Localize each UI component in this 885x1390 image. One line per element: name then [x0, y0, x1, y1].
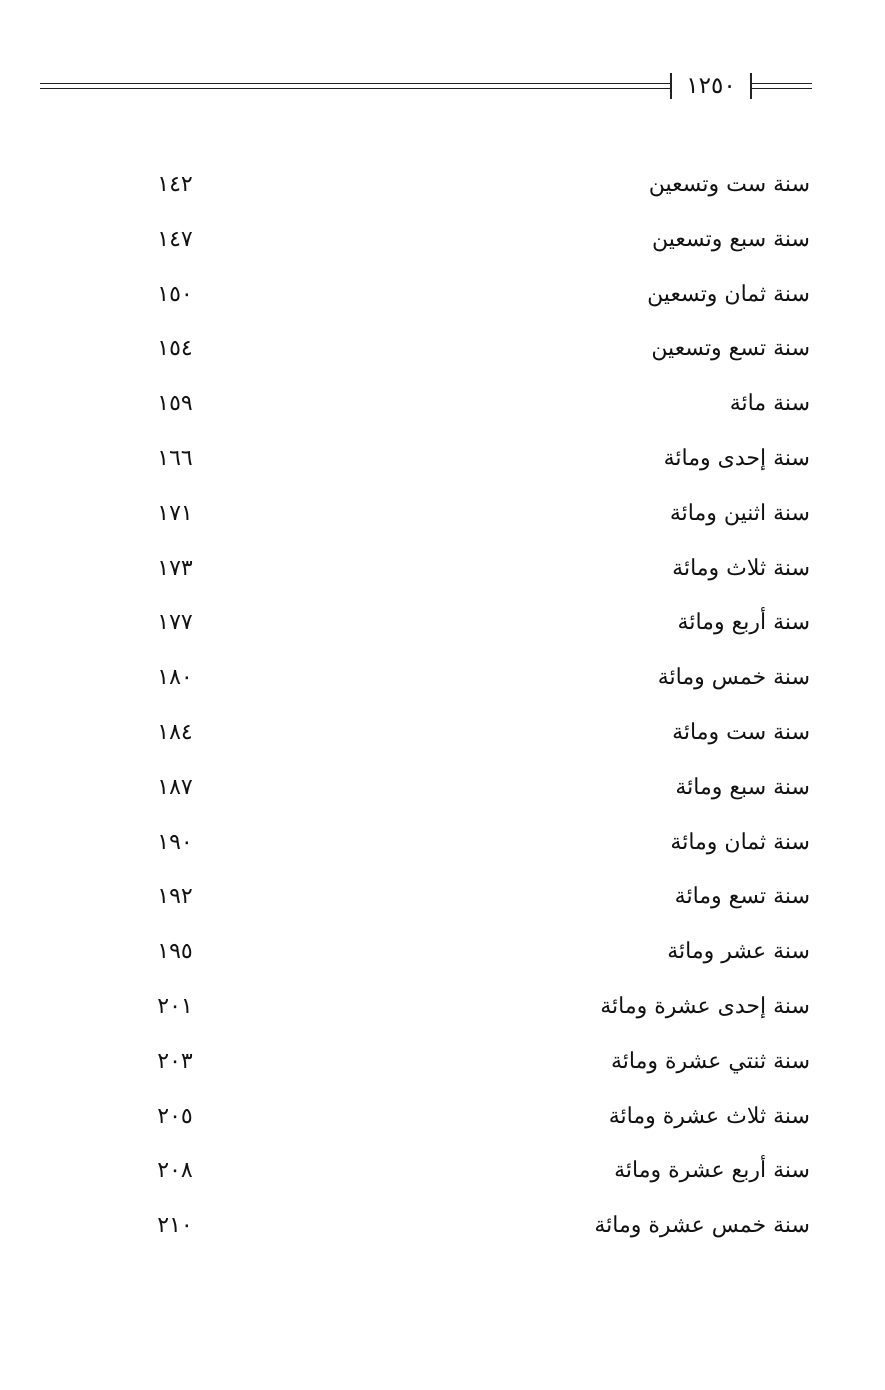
page-number: ١٢٥٠: [686, 73, 736, 99]
toc-entry-page: ٢٠٣: [157, 1048, 193, 1074]
toc-entry-title: سنة تسع وتسعين: [651, 336, 810, 362]
toc-row: [140, 549, 810, 604]
toc-entry-page: ١٨٠: [157, 665, 193, 691]
toc-entry-page: ١٥٠: [157, 281, 193, 307]
toc-entry-title: سنة ثلاث عشرة ومائة: [608, 1103, 810, 1129]
toc-entry-title: سنة سبع ومائة: [675, 774, 810, 800]
toc-entry-title: سنة ست وتسعين: [648, 172, 810, 197]
toc-entry-title: سنة خمس ومائة: [657, 665, 810, 691]
toc-entry-page: ١٧٣: [157, 555, 193, 581]
toc-row: [140, 1042, 810, 1097]
toc-entry-title: سنة اثنين ومائة: [669, 500, 810, 526]
toc-entry-title: سنة أربع عشرة ومائة: [614, 1158, 810, 1184]
toc-row: [140, 275, 810, 330]
toc-row: [140, 220, 810, 275]
table-of-contents: [140, 165, 810, 1261]
toc-entry-title: سنة ثمان ومائة: [670, 829, 810, 855]
toc-entry-page: ١٤٧: [157, 226, 193, 252]
toc-row: [140, 823, 810, 878]
toc-entry-page: ١٩٥: [157, 939, 193, 965]
toc-row: [140, 987, 810, 1042]
toc-row: [140, 494, 810, 549]
toc-entry-page: ١٦٦: [157, 445, 193, 471]
toc-entry-title: سنة ست ومائة: [672, 719, 810, 745]
toc-row: [140, 165, 810, 220]
toc-entry-title: سنة مائة: [729, 391, 810, 417]
toc-entry-page: ١٧١: [157, 500, 193, 526]
header-rule-short: [752, 83, 812, 89]
toc-entry-page: ١٥٩: [157, 391, 193, 417]
toc-entry-page: ١٥٤: [157, 336, 193, 362]
toc-entry-page: ١٩٠: [157, 829, 193, 855]
toc-entry-title: سنة إحدى عشرة ومائة: [600, 993, 810, 1019]
toc-row: [140, 932, 810, 987]
toc-entry-page: ١٧٧: [157, 610, 193, 636]
toc-entry-page: ١٩٢: [157, 884, 193, 910]
toc-entry-page: ١٨٤: [157, 719, 193, 745]
toc-row: [140, 713, 810, 768]
toc-entry-title: سنة ثلاث ومائة: [672, 555, 810, 581]
toc-entry-page: ٢٠١: [157, 993, 193, 1019]
toc-row: [140, 1097, 810, 1152]
toc-row: [140, 768, 810, 823]
toc-row: [140, 658, 810, 713]
toc-row: [140, 329, 810, 384]
toc-row: [140, 1206, 810, 1261]
toc-entry-title: سنة ثمان وتسعين: [647, 281, 810, 307]
toc-entry-title: سنة تسع ومائة: [674, 884, 810, 910]
toc-entry-title: سنة سبع وتسعين: [651, 226, 810, 252]
toc-row: [140, 439, 810, 494]
toc-entry-page: ١٤٢: [157, 172, 193, 197]
toc-entry-title: سنة إحدى ومائة: [663, 445, 810, 471]
toc-entry-page: ٢١٠: [157, 1213, 193, 1239]
toc-row: [140, 1151, 810, 1206]
toc-entry-page: ٢٠٥: [157, 1103, 193, 1129]
toc-row: [140, 603, 810, 658]
toc-row: [140, 384, 810, 439]
toc-entry-title: سنة ثنتي عشرة ومائة: [610, 1048, 810, 1074]
toc-entry-title: سنة خمس عشرة ومائة: [594, 1213, 810, 1239]
toc-row: [140, 877, 810, 932]
page-header: [40, 68, 812, 108]
toc-entry-title: سنة عشر ومائة: [667, 939, 810, 965]
toc-entry-page: ١٨٧: [157, 774, 193, 800]
toc-entry-page: ٢٠٨: [157, 1158, 193, 1184]
toc-entry-title: سنة أربع ومائة: [677, 610, 810, 636]
header-rule-long: [40, 83, 670, 89]
